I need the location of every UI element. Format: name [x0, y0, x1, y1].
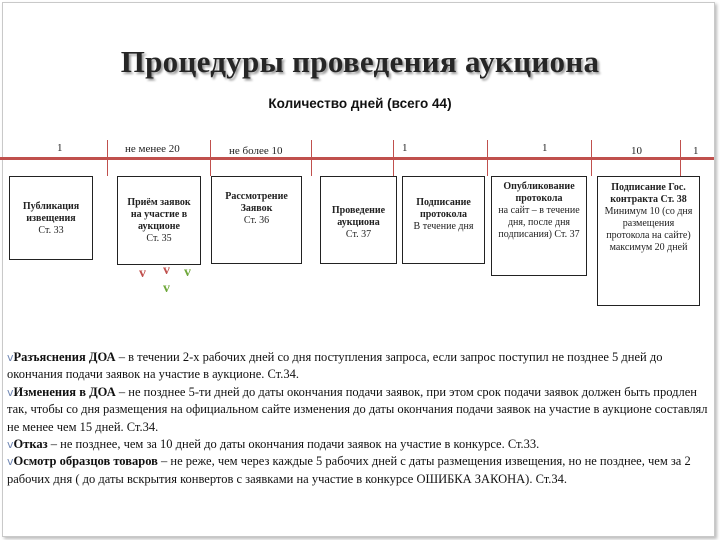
note-heading: Разъяснения ДОА — [13, 350, 116, 364]
note-item — [7, 436, 712, 453]
note-text: – не позднее 5-ти дней до даты окончания подачи заявок, при этом срок подачи заявок должен быть продлен так, чтобы со дня размещения на официальном сайте изменения до даты окончания подачи заявок на участие в аукционе составлял не менее чем 15 дней. Ст.34. — [7, 384, 708, 434]
step-box-contract — [597, 176, 700, 306]
step-note: В течение дня — [413, 221, 474, 232]
note-item — [7, 384, 712, 436]
slide-title: Процедуры проведения аукциона — [120, 44, 600, 79]
step-box-protocol-signing — [402, 176, 485, 264]
timeline-tick — [107, 140, 108, 176]
step-article: Ст. 33 — [38, 225, 64, 236]
day-label: не более 10 — [229, 145, 283, 157]
day-label: 1 — [402, 142, 408, 154]
step-article: Ст. 37 — [345, 229, 372, 240]
step-box-applications — [117, 176, 201, 265]
timeline-tick — [680, 140, 681, 176]
note-bullet-icon: v — [7, 438, 14, 452]
step-article: Ст. 36 — [243, 215, 270, 226]
step-title: Рассмотрение Заявок — [225, 191, 288, 214]
step-title: Проведение аукциона — [331, 205, 386, 228]
step-title: Подписание Гос. контракта Ст. 38 — [610, 182, 687, 205]
day-label: 1 — [542, 142, 548, 154]
bullet-diamond-icon: v — [184, 265, 191, 280]
step-title: Публикация извещения — [22, 201, 80, 224]
step-box-auction — [320, 176, 397, 264]
timeline-tick — [591, 140, 592, 176]
bullet-diamond-icon: v — [163, 281, 170, 296]
note-heading: Изменения в ДОА — [13, 384, 116, 399]
step-note: Минимум 10 (со дня размещения протокола на сайте) максимум 20 дней — [604, 206, 693, 253]
note-text: – в течении 2-х рабочих дней со дня поступления запроса, если запрос поступил не позднее 5 дней до окончания подачи заявок на участие в аукционе. Ст.34. — [7, 350, 663, 382]
note-heading: Осмотр образцов товаров — [13, 454, 158, 469]
note-bullet-icon: v — [7, 385, 14, 399]
timeline-tick — [210, 140, 211, 176]
timeline-tick — [311, 140, 312, 176]
day-label: не менее 20 — [125, 143, 180, 155]
note-text: – не позднее, чем за 10 дней до даты окончания подачи заявок на участие в конкурсе. Ст.33. — [47, 437, 540, 452]
day-label: 1 — [693, 145, 699, 157]
bullet-diamond-icon: v — [163, 263, 170, 278]
step-box-publication — [9, 176, 93, 260]
note-bullet-icon: v — [7, 455, 14, 469]
step-note: на сайт – в течение дня, после дня подписания) Ст. 37 — [498, 205, 580, 240]
notes-section — [7, 349, 712, 488]
step-title: Подписание протокола — [416, 197, 471, 220]
timeline-tick — [487, 140, 488, 176]
bullet-diamond-icon: v — [139, 266, 146, 281]
step-box-protocol-publication — [491, 176, 587, 276]
step-article: Ст. 35 — [146, 233, 172, 244]
note-heading: Отказ — [13, 437, 48, 452]
day-label: 10 — [631, 145, 642, 157]
step-title: Приём заявок на участие в аукционе — [127, 197, 191, 232]
note-item — [7, 349, 712, 384]
note-item — [7, 453, 712, 488]
timeline-tick — [393, 140, 394, 176]
days-total-caption: Количество дней (всего 44) — [268, 96, 452, 111]
note-bullet-icon: v — [7, 351, 14, 364]
step-title: Опубликование протокола — [503, 181, 575, 204]
note-text: – не реже, чем через каждые 5 рабочих дней с даты размещения извещения, но не позднее, чем за 2 рабочих дня ( до даты вскрытия конвертов с заявками на участие в конкурсе ОШИБКА ЗАКОНА). Ст.34. — [7, 454, 691, 486]
day-label: 1 — [57, 142, 63, 154]
step-box-review — [211, 176, 302, 264]
